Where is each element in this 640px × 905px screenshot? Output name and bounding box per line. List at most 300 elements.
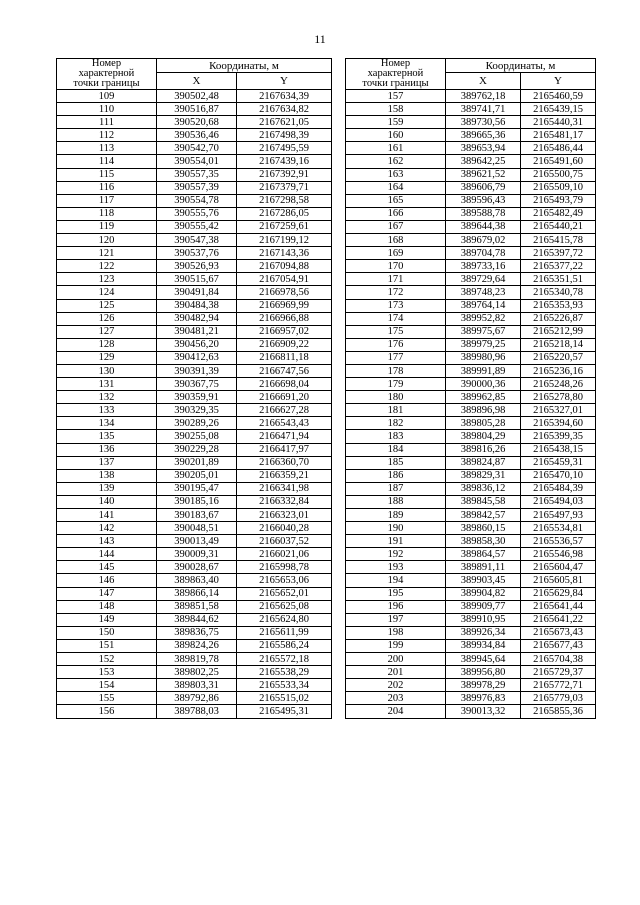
point-number-cell: 187 — [346, 482, 446, 495]
y-coordinate-cell: 2166359,21 — [237, 469, 332, 482]
x-coordinate-cell: 390009,31 — [157, 548, 237, 561]
y-coordinate-cell: 2165399,35 — [521, 430, 596, 443]
table-row — [346, 509, 596, 522]
point-header-line1: Номер — [91, 58, 122, 69]
table-row — [57, 626, 332, 639]
table-row — [346, 417, 596, 430]
y-coordinate-cell: 2166360,70 — [237, 456, 332, 469]
table-row — [346, 234, 596, 247]
table-row — [57, 116, 332, 129]
y-coordinate-cell: 2166909,22 — [237, 338, 332, 351]
x-coordinate-cell: 390516,87 — [157, 103, 237, 116]
table-row — [346, 260, 596, 273]
point-number-cell: 119 — [57, 220, 157, 233]
point-number-cell: 116 — [57, 181, 157, 194]
table-row — [346, 522, 596, 535]
y-coordinate-cell: 2166323,01 — [237, 509, 332, 522]
table-row — [57, 207, 332, 220]
point-number-cell: 168 — [346, 234, 446, 247]
table-row — [346, 286, 596, 299]
y-coordinate-cell: 2165497,93 — [521, 509, 596, 522]
table-row — [346, 351, 596, 364]
point-number-cell: 181 — [346, 404, 446, 417]
x-coordinate-cell: 390515,67 — [157, 273, 237, 286]
point-number-cell: 165 — [346, 194, 446, 207]
table-row — [346, 194, 596, 207]
point-number-cell: 190 — [346, 522, 446, 535]
point-number-cell: 155 — [57, 692, 157, 705]
x-coordinate-cell: 389934,84 — [446, 639, 521, 652]
x-coordinate-cell: 389980,96 — [446, 351, 521, 364]
point-number-cell: 120 — [57, 234, 157, 247]
point-number-cell: 129 — [57, 351, 157, 364]
y-coordinate-cell: 2165218,14 — [521, 338, 596, 351]
point-header-line2: характерной — [367, 68, 424, 79]
y-coordinate-cell: 2167259,61 — [237, 220, 332, 233]
table-row — [346, 207, 596, 220]
y-coordinate-cell: 2165459,31 — [521, 456, 596, 469]
point-number-cell: 121 — [57, 247, 157, 260]
x-coordinate-cell: 390255,08 — [157, 430, 237, 443]
y-coordinate-cell: 2165534,81 — [521, 522, 596, 535]
x-coordinate-cell: 389824,26 — [157, 639, 237, 652]
x-coordinate-cell: 389863,40 — [157, 574, 237, 587]
point-number-cell: 140 — [57, 495, 157, 508]
y-coordinate-cell: 2165625,08 — [237, 600, 332, 613]
y-coordinate-cell: 2167439,16 — [237, 155, 332, 168]
point-number-cell: 185 — [346, 456, 446, 469]
table-row — [57, 430, 332, 443]
table-row — [57, 705, 332, 718]
y-coordinate-cell: 2165351,51 — [521, 273, 596, 286]
point-number-cell: 153 — [57, 666, 157, 679]
x-coordinate-cell: 390557,39 — [157, 181, 237, 194]
x-coordinate-cell: 389978,29 — [446, 679, 521, 692]
table-row — [57, 312, 332, 325]
point-number-cell: 200 — [346, 653, 446, 666]
coordinates-table-right — [345, 58, 596, 719]
x-coordinate-cell: 389644,38 — [446, 220, 521, 233]
y-coordinate-cell: 2165653,06 — [237, 574, 332, 587]
point-number-cell: 199 — [346, 639, 446, 652]
point-number-cell: 160 — [346, 129, 446, 142]
point-number-cell: 196 — [346, 600, 446, 613]
table-row — [346, 430, 596, 443]
point-number-cell: 164 — [346, 181, 446, 194]
point-number-cell: 154 — [57, 679, 157, 692]
point-number-cell: 194 — [346, 574, 446, 587]
y-coordinate-cell: 2165652,01 — [237, 587, 332, 600]
y-coordinate-cell: 2165624,80 — [237, 613, 332, 626]
point-number-cell: 150 — [57, 626, 157, 639]
point-number-cell: 131 — [57, 378, 157, 391]
x-coordinate-cell: 390013,49 — [157, 535, 237, 548]
x-coordinate-cell: 389729,64 — [446, 273, 521, 286]
point-number-cell: 144 — [57, 548, 157, 561]
point-header-line1: Номер — [380, 58, 411, 69]
y-coordinate-cell: 2165470,10 — [521, 469, 596, 482]
table-row — [57, 181, 332, 194]
x-coordinate-cell: 390557,35 — [157, 168, 237, 181]
x-coordinate-cell: 390028,67 — [157, 561, 237, 574]
point-number-cell: 124 — [57, 286, 157, 299]
point-number-cell: 191 — [346, 535, 446, 548]
x-coordinate-cell: 389665,36 — [446, 129, 521, 142]
x-coordinate-cell: 389792,86 — [157, 692, 237, 705]
y-coordinate-cell: 2165641,44 — [521, 600, 596, 613]
table-row — [57, 666, 332, 679]
y-coordinate-cell: 2165572,18 — [237, 653, 332, 666]
table-row — [346, 626, 596, 639]
table-row — [57, 168, 332, 181]
point-number-cell: 114 — [57, 155, 157, 168]
point-number-cell: 118 — [57, 207, 157, 220]
point-number-cell: 136 — [57, 443, 157, 456]
y-coordinate-cell: 2165604,47 — [521, 561, 596, 574]
table-row — [346, 561, 596, 574]
x-coordinate-cell: 390502,48 — [157, 90, 237, 103]
point-number-cell: 138 — [57, 469, 157, 482]
y-coordinate-cell: 2166417,97 — [237, 443, 332, 456]
table-row — [346, 548, 596, 561]
x-coordinate-cell: 390555,76 — [157, 207, 237, 220]
page-number: 11 — [314, 32, 326, 46]
point-number-cell: 193 — [346, 561, 446, 574]
table-row — [346, 299, 596, 312]
x-coordinate-cell: 389762,18 — [446, 90, 521, 103]
y-coordinate-cell: 2165998,78 — [237, 561, 332, 574]
point-number-cell: 130 — [57, 364, 157, 377]
x-coordinate-cell: 389805,28 — [446, 417, 521, 430]
point-number-cell: 180 — [346, 391, 446, 404]
table-row — [346, 495, 596, 508]
table-row — [346, 90, 596, 103]
y-coordinate-cell: 2165533,34 — [237, 679, 332, 692]
table-row — [57, 338, 332, 351]
table-row — [346, 364, 596, 377]
point-number-cell: 152 — [57, 653, 157, 666]
x-coordinate-cell: 389764,14 — [446, 299, 521, 312]
table-row — [346, 155, 596, 168]
y-coordinate-cell: 2165509,10 — [521, 181, 596, 194]
x-coordinate-cell: 390205,01 — [157, 469, 237, 482]
y-coordinate-cell: 2167495,59 — [237, 142, 332, 155]
y-coordinate-cell: 2165394,60 — [521, 417, 596, 430]
point-number-cell: 175 — [346, 325, 446, 338]
y-coordinate-cell: 2165779,03 — [521, 692, 596, 705]
x-coordinate-cell: 389596,43 — [446, 194, 521, 207]
y-coordinate-cell: 2167379,71 — [237, 181, 332, 194]
table-row — [346, 247, 596, 260]
point-number-cell: 117 — [57, 194, 157, 207]
point-number-cell: 186 — [346, 469, 446, 482]
x-coordinate-cell: 390391,39 — [157, 364, 237, 377]
coordinates-header: Координаты, м — [157, 59, 332, 73]
point-number-cell: 141 — [57, 509, 157, 522]
x-coordinate-cell: 389653,94 — [446, 142, 521, 155]
y-column-header: Y — [521, 73, 596, 90]
table-row — [57, 325, 332, 338]
point-number-cell: 178 — [346, 364, 446, 377]
y-coordinate-cell: 2166021,06 — [237, 548, 332, 561]
y-coordinate-cell: 2165212,99 — [521, 325, 596, 338]
y-coordinate-cell: 2165236,16 — [521, 364, 596, 377]
point-number-cell: 192 — [346, 548, 446, 561]
point-header-line3: точки границы — [73, 78, 140, 89]
point-number-cell: 161 — [346, 142, 446, 155]
point-number-cell: 151 — [57, 639, 157, 652]
table-row — [346, 103, 596, 116]
point-number-cell: 198 — [346, 626, 446, 639]
x-coordinate-cell: 389866,14 — [157, 587, 237, 600]
table-row — [57, 561, 332, 574]
x-coordinate-cell: 390013,32 — [446, 705, 521, 718]
y-coordinate-cell: 2165493,79 — [521, 194, 596, 207]
y-coordinate-cell: 2167298,58 — [237, 194, 332, 207]
table-row — [57, 364, 332, 377]
point-number-cell: 109 — [57, 90, 157, 103]
point-number-cell: 202 — [346, 679, 446, 692]
y-coordinate-cell: 2165439,15 — [521, 103, 596, 116]
x-coordinate-cell: 389819,78 — [157, 653, 237, 666]
table-row — [346, 692, 596, 705]
y-coordinate-cell: 2167054,91 — [237, 273, 332, 286]
y-coordinate-cell: 2166543,43 — [237, 417, 332, 430]
x-coordinate-cell: 390183,67 — [157, 509, 237, 522]
x-coordinate-cell: 389845,58 — [446, 495, 521, 508]
point-number-cell: 126 — [57, 312, 157, 325]
x-coordinate-cell: 389829,31 — [446, 469, 521, 482]
y-coordinate-cell: 2167634,39 — [237, 90, 332, 103]
point-number-cell: 174 — [346, 312, 446, 325]
table-row — [346, 587, 596, 600]
x-coordinate-cell: 390481,21 — [157, 325, 237, 338]
table-row — [346, 705, 596, 718]
x-coordinate-cell: 389733,16 — [446, 260, 521, 273]
x-coordinate-cell: 390185,16 — [157, 495, 237, 508]
table-row — [57, 653, 332, 666]
x-coordinate-cell: 389679,02 — [446, 234, 521, 247]
y-coordinate-cell: 2165482,49 — [521, 207, 596, 220]
point-number-header — [346, 59, 446, 90]
table-row — [57, 535, 332, 548]
table-row — [57, 456, 332, 469]
point-number-cell: 184 — [346, 443, 446, 456]
point-number-cell: 149 — [57, 613, 157, 626]
x-coordinate-cell: 389858,30 — [446, 535, 521, 548]
x-coordinate-cell: 389979,25 — [446, 338, 521, 351]
x-coordinate-cell: 389956,80 — [446, 666, 521, 679]
table-row — [57, 194, 332, 207]
x-coordinate-cell: 389842,57 — [446, 509, 521, 522]
table-row — [346, 535, 596, 548]
x-coordinate-cell: 389802,25 — [157, 666, 237, 679]
table-row — [346, 312, 596, 325]
x-coordinate-cell: 390555,42 — [157, 220, 237, 233]
x-coordinate-cell: 389804,29 — [446, 430, 521, 443]
y-coordinate-cell: 2167392,91 — [237, 168, 332, 181]
x-coordinate-cell: 390000,36 — [446, 378, 521, 391]
y-coordinate-cell: 2165536,57 — [521, 535, 596, 548]
x-coordinate-cell: 389836,75 — [157, 626, 237, 639]
table-row — [57, 273, 332, 286]
table-row — [57, 155, 332, 168]
point-number-cell: 148 — [57, 600, 157, 613]
table-row — [346, 378, 596, 391]
table-row — [57, 443, 332, 456]
table-row — [57, 522, 332, 535]
point-number-cell: 166 — [346, 207, 446, 220]
x-coordinate-cell: 390542,70 — [157, 142, 237, 155]
table-row — [346, 443, 596, 456]
x-coordinate-cell: 390554,78 — [157, 194, 237, 207]
x-coordinate-cell: 390482,94 — [157, 312, 237, 325]
point-number-cell: 113 — [57, 142, 157, 155]
x-coordinate-cell: 389975,67 — [446, 325, 521, 338]
x-coordinate-cell: 389803,31 — [157, 679, 237, 692]
point-number-cell: 176 — [346, 338, 446, 351]
y-coordinate-cell: 2166966,88 — [237, 312, 332, 325]
table-row — [346, 600, 596, 613]
table-row — [346, 391, 596, 404]
table-row — [57, 404, 332, 417]
y-coordinate-cell: 2165629,84 — [521, 587, 596, 600]
x-coordinate-cell: 389606,79 — [446, 181, 521, 194]
table-row — [57, 692, 332, 705]
point-number-cell: 127 — [57, 325, 157, 338]
table-row — [57, 548, 332, 561]
x-coordinate-cell: 390554,01 — [157, 155, 237, 168]
x-coordinate-cell: 390329,35 — [157, 404, 237, 417]
y-coordinate-cell: 2165704,38 — [521, 653, 596, 666]
x-coordinate-cell: 389910,95 — [446, 613, 521, 626]
y-coordinate-cell: 2165538,29 — [237, 666, 332, 679]
y-coordinate-cell: 2167094,88 — [237, 260, 332, 273]
point-number-cell: 142 — [57, 522, 157, 535]
point-number-cell: 156 — [57, 705, 157, 718]
table-row — [57, 142, 332, 155]
table-row — [57, 247, 332, 260]
y-coordinate-cell: 2166811,18 — [237, 351, 332, 364]
x-coordinate-cell: 390359,91 — [157, 391, 237, 404]
table-body-left — [57, 90, 332, 719]
table-body-right — [346, 90, 596, 719]
y-coordinate-cell: 2167498,39 — [237, 129, 332, 142]
y-coordinate-cell: 2165486,44 — [521, 142, 596, 155]
point-number-cell: 171 — [346, 273, 446, 286]
x-coordinate-cell: 389704,78 — [446, 247, 521, 260]
table-row — [57, 391, 332, 404]
point-number-cell: 183 — [346, 430, 446, 443]
table-row — [57, 220, 332, 233]
point-number-cell: 112 — [57, 129, 157, 142]
point-number-cell: 170 — [346, 260, 446, 273]
y-coordinate-cell: 2165772,71 — [521, 679, 596, 692]
y-coordinate-cell: 2166747,56 — [237, 364, 332, 377]
point-number-cell: 197 — [346, 613, 446, 626]
x-coordinate-cell: 389903,45 — [446, 574, 521, 587]
x-coordinate-cell: 390536,46 — [157, 129, 237, 142]
point-number-cell: 172 — [346, 286, 446, 299]
x-column-header: X — [157, 73, 237, 90]
point-number-cell: 139 — [57, 482, 157, 495]
point-number-cell: 122 — [57, 260, 157, 273]
point-number-cell: 147 — [57, 587, 157, 600]
x-coordinate-cell: 390526,93 — [157, 260, 237, 273]
x-coordinate-cell: 390201,89 — [157, 456, 237, 469]
table-row — [57, 600, 332, 613]
table-row — [346, 142, 596, 155]
table-row — [57, 613, 332, 626]
y-coordinate-cell: 2165484,39 — [521, 482, 596, 495]
x-coordinate-cell: 389730,56 — [446, 116, 521, 129]
table-row — [57, 378, 332, 391]
table-row — [346, 273, 596, 286]
x-coordinate-cell: 389962,85 — [446, 391, 521, 404]
y-column-header: Y — [237, 73, 332, 90]
x-column-header: X — [446, 73, 521, 90]
x-coordinate-cell: 389642,25 — [446, 155, 521, 168]
x-coordinate-cell: 390367,75 — [157, 378, 237, 391]
y-coordinate-cell: 2167199,12 — [237, 234, 332, 247]
table-row — [57, 482, 332, 495]
point-number-cell: 159 — [346, 116, 446, 129]
y-coordinate-cell: 2165494,03 — [521, 495, 596, 508]
y-coordinate-cell: 2165729,37 — [521, 666, 596, 679]
x-coordinate-cell: 389788,03 — [157, 705, 237, 718]
x-coordinate-cell: 389864,57 — [446, 548, 521, 561]
point-number-cell: 203 — [346, 692, 446, 705]
x-coordinate-cell: 389952,82 — [446, 312, 521, 325]
y-coordinate-cell: 2165677,43 — [521, 639, 596, 652]
point-number-cell: 137 — [57, 456, 157, 469]
table-row — [57, 639, 332, 652]
y-coordinate-cell: 2166341,98 — [237, 482, 332, 495]
x-coordinate-cell: 389909,77 — [446, 600, 521, 613]
x-coordinate-cell: 390537,76 — [157, 247, 237, 260]
table-row — [346, 653, 596, 666]
point-number-cell: 179 — [346, 378, 446, 391]
x-coordinate-cell: 389748,23 — [446, 286, 521, 299]
x-coordinate-cell: 390491,84 — [157, 286, 237, 299]
table-row — [57, 129, 332, 142]
point-number-cell: 146 — [57, 574, 157, 587]
table-row — [57, 90, 332, 103]
y-coordinate-cell: 2165440,31 — [521, 116, 596, 129]
x-coordinate-cell: 389904,82 — [446, 587, 521, 600]
y-coordinate-cell: 2165481,17 — [521, 129, 596, 142]
point-number-cell: 158 — [346, 103, 446, 116]
x-coordinate-cell: 389860,15 — [446, 522, 521, 535]
x-coordinate-cell: 389976,83 — [446, 692, 521, 705]
x-coordinate-cell: 389816,26 — [446, 443, 521, 456]
table-row — [346, 613, 596, 626]
table-row — [57, 299, 332, 312]
y-coordinate-cell: 2166332,84 — [237, 495, 332, 508]
y-coordinate-cell: 2165438,15 — [521, 443, 596, 456]
y-coordinate-cell: 2165327,01 — [521, 404, 596, 417]
table-row — [346, 574, 596, 587]
y-coordinate-cell: 2167143,36 — [237, 247, 332, 260]
x-coordinate-cell: 390195,47 — [157, 482, 237, 495]
y-coordinate-cell: 2165226,87 — [521, 312, 596, 325]
x-coordinate-cell: 389991,89 — [446, 364, 521, 377]
point-number-cell: 157 — [346, 90, 446, 103]
table-row — [346, 404, 596, 417]
point-number-cell: 195 — [346, 587, 446, 600]
table-row — [346, 168, 596, 181]
table-row — [57, 574, 332, 587]
